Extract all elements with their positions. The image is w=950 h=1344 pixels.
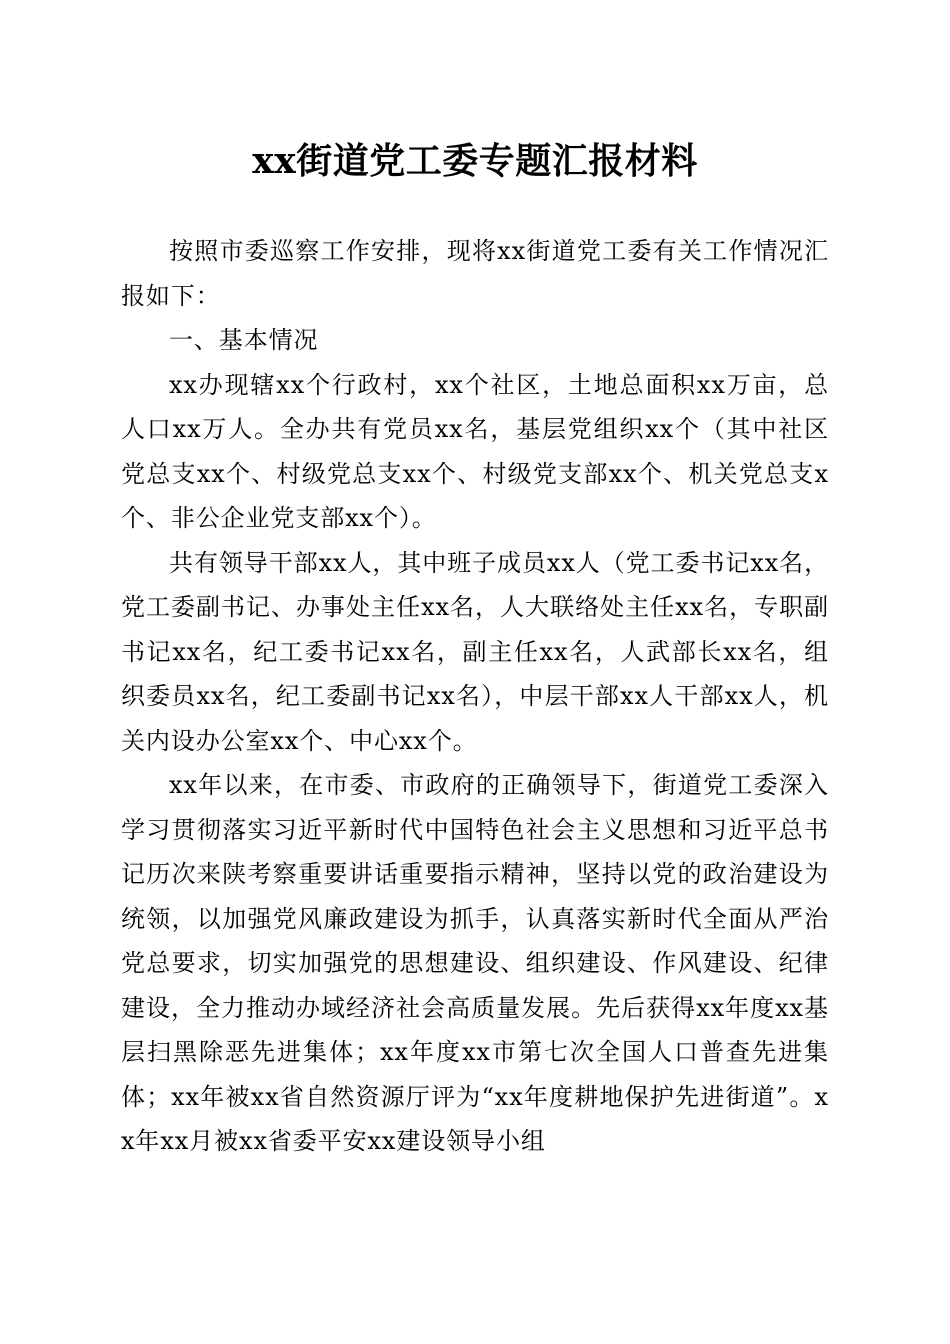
intro-paragraph: 按照市委巡察工作安排，现将xx街道党工委有关工作情况汇报如下： [121, 237, 829, 310]
paragraph-cadres: 共有领导干部xx人，其中班子成员xx人（党工委书记xx名，党工委副书记、办事处主任xx名，人大联络处主任xx名，专职副书记xx名，纪工委书记xx名，副主任xx名，人武部长xx名，组织委员xx名，纪工委副书记xx名），中层干部xx人干部xx人，机关内设办公室xx个、中心xx个。 [121, 548, 829, 755]
paragraph-jurisdiction: xx办现辖xx个行政村，xx个社区，土地总面积xx万亩，总人口xx万人。全办共有党员xx名，基层党组织xx个（其中社区党总支xx个、村级党总支xx个、村级党支部xx个、机关党总支x个、非公企业党支部xx个）。 [121, 370, 829, 532]
document-body [121, 229, 829, 1164]
section-heading-basic-info: 一、基本情况 [169, 326, 319, 354]
document-title: xx街道党工委专题汇报材料 [252, 140, 698, 182]
paragraph-achievements: xx年以来，在市委、市政府的正确领导下，街道党工委深入学习贯彻落实习近平新时代中国特色社会主义思想和习近平总书记历次来陕考察重要讲话重要指示精神，坚持以党的政治建设为统领，以加强党风廉政建设为抓手，认真落实新时代全面从严治党总要求，切实加强党的思想建设、组织建设、作风建设、纪律建设，全力推动办域经济社会高质量发展。先后获得xx年度xx基层扫黑除恶先进集体；xx年度xx市第七次全国人口普查先进集体；xx年被xx省自然资源厅评为“xx年度耕地保护先进街道”。xx年xx月被xx省委平安xx建设领导小组 [121, 771, 829, 1155]
